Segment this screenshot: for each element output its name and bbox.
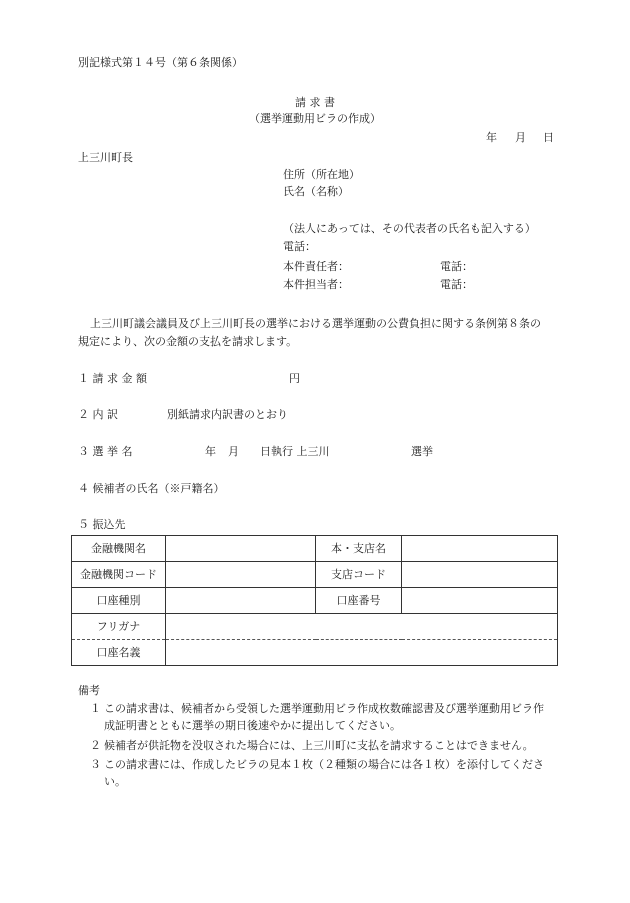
remark-1-number: １ xyxy=(90,702,101,715)
institution-code-label: 金融機関コード xyxy=(72,562,166,588)
branch-code-field[interactable] xyxy=(402,562,558,588)
table-row xyxy=(72,588,558,614)
date-day: 日 xyxy=(543,131,554,144)
address-label: 住所（所在地） xyxy=(283,168,360,181)
furigana-field[interactable] xyxy=(166,614,558,640)
breakdown-value: 別紙請求内訳書のとおり xyxy=(167,408,288,421)
remark-3-number: ３ xyxy=(90,758,101,771)
remark-1-text: この請求書は、候補者から受領した選挙運動用ビラ作成枚数確認書及び選挙運動用ビラ作成証明書とともに選挙の期日後速やかに提出してください。 xyxy=(104,702,544,732)
remarks-heading: 備考 xyxy=(78,684,100,697)
election-day: 日執行 上三川 xyxy=(260,445,330,458)
election-label: ３ 選 挙 名 xyxy=(78,445,133,458)
page-subtitle: （選挙運動用ビラの作成） xyxy=(249,112,381,125)
branch-label: 本・支店名 xyxy=(316,536,402,562)
table-row xyxy=(72,640,558,666)
transfer-label: ５ 振込先 xyxy=(78,518,126,531)
institution-name-field[interactable] xyxy=(166,536,316,562)
table-row xyxy=(72,614,558,640)
institution-name-label: 金融機関名 xyxy=(72,536,166,562)
account-number-field[interactable] xyxy=(402,588,558,614)
election-month: 月 xyxy=(228,445,239,458)
election-year: 年 xyxy=(205,445,216,458)
bank-transfer-table xyxy=(71,535,558,666)
remark-2-number: ２ xyxy=(90,739,101,752)
amount-label: １ 請 求 金 額 xyxy=(78,372,147,385)
intro-line-1: 上三川町議会議員及び上三川町長の選挙における選挙運動の公費負担に関する条例第８条の xyxy=(90,317,541,330)
date-month: 月 xyxy=(515,131,526,144)
responsible-phone-label: 電話： xyxy=(440,260,473,273)
remark-3-text: この請求書には、作成したビラの見本１枚（２種類の場合には各１枚）を添付してください。 xyxy=(104,758,544,788)
addressee: 上三川町長 xyxy=(78,151,133,164)
account-type-field[interactable] xyxy=(166,588,316,614)
contact-label: 本件担当者： xyxy=(283,278,349,291)
breakdown-label: ２ 内 訳 xyxy=(78,408,118,421)
table-row xyxy=(72,536,558,562)
responsible-label: 本件責任者： xyxy=(283,260,349,273)
page-title: 請 求 書 xyxy=(295,96,335,109)
table-row xyxy=(72,562,558,588)
form-number: 別記様式第１４号（第６条関係） xyxy=(78,56,243,69)
amount-unit: 円 xyxy=(289,372,300,385)
election-suffix: 選挙 xyxy=(411,445,433,458)
account-number-label: 口座番号 xyxy=(316,588,402,614)
account-holder-label: 口座名義 xyxy=(72,640,166,666)
phone-label: 電話： xyxy=(283,240,316,253)
account-holder-field[interactable] xyxy=(166,640,558,666)
branch-field[interactable] xyxy=(402,536,558,562)
date-year: 年 xyxy=(486,131,497,144)
branch-code-label: 支店コード xyxy=(316,562,402,588)
name-label: 氏名（名称） xyxy=(283,185,349,198)
corporate-note: （法人にあっては、その代表者の氏名も記入する） xyxy=(283,222,536,235)
intro-line-2: 規定により、次の金額の支払を請求します。 xyxy=(78,335,298,348)
remark-2-text: 候補者が供託物を没収された場合には、上三川町に支払を請求することはできません。 xyxy=(104,739,534,752)
contact-phone-label: 電話： xyxy=(440,278,473,291)
furigana-label: フリガナ xyxy=(72,614,166,640)
candidate-label: ４ 候補者の氏名（※戸籍名） xyxy=(78,482,225,495)
institution-code-field[interactable] xyxy=(166,562,316,588)
account-type-label: 口座種別 xyxy=(72,588,166,614)
